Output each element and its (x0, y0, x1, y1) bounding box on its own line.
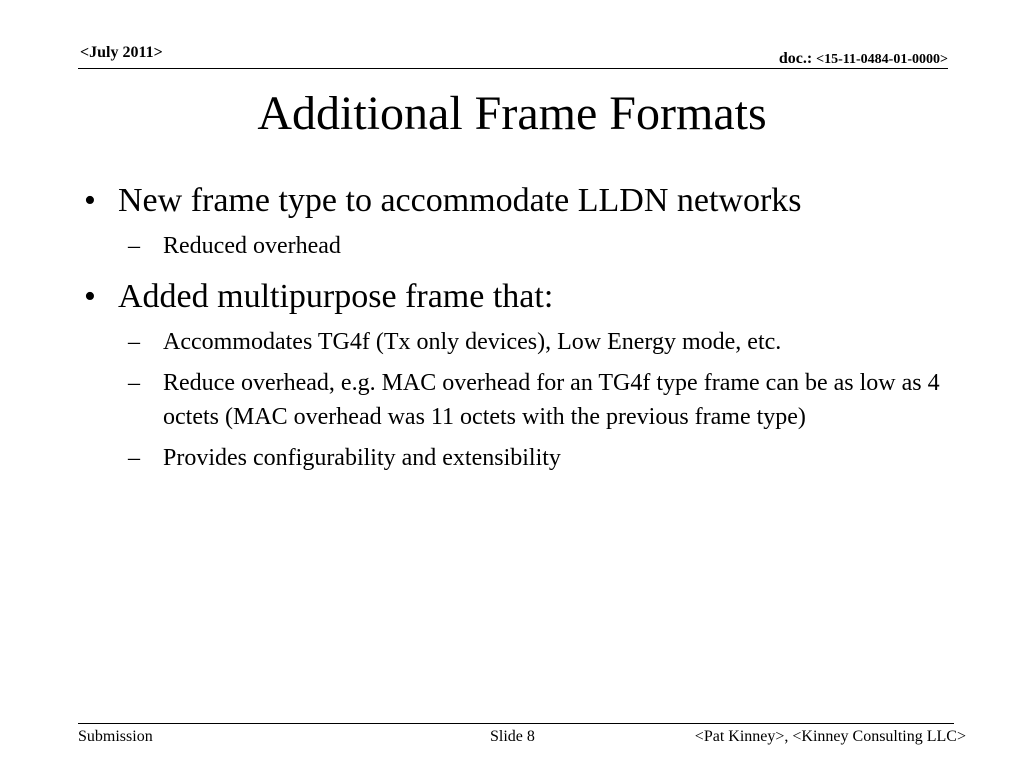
header-divider (78, 68, 948, 69)
footer-submission: Submission (78, 728, 153, 745)
sub-bullet-text: Provides configurability and extensibility (163, 445, 561, 471)
sub-bullet-marker: – (128, 329, 140, 355)
bullet-text: Added multipurpose frame that: (118, 278, 554, 315)
sub-bullet-marker: – (128, 445, 140, 471)
doc-number: <15-11-0484-01-0000> (816, 52, 948, 67)
sub-bullet-item (80, 325, 940, 359)
bullet-text: New frame type to accommodate LLDN networks (118, 182, 802, 219)
bullet-marker: • (84, 182, 96, 219)
footer-author: <Pat Kinney>, <Kinney Consulting LLC> (694, 728, 966, 745)
header-doc-id (779, 50, 948, 68)
sub-bullet-marker: – (128, 370, 140, 396)
footer-divider (78, 723, 954, 724)
doc-label: doc.: (778, 50, 817, 67)
footer-slide-number: Slide 8 (490, 728, 535, 745)
sub-bullet-text: Reduce overhead, e.g. MAC overhead for an TG4f type frame can be as low as 4 octets (MAC overhead was 11 octets with the previous frame type) (163, 370, 940, 430)
sub-bullet-item (80, 441, 940, 475)
slide-body (80, 180, 940, 482)
sub-bullet-text: Accommodates TG4f (Tx only devices), Low Energy mode, etc. (163, 329, 782, 355)
sub-bullet-marker: – (128, 233, 140, 259)
bullet-marker: • (84, 278, 96, 315)
bullet-item (80, 276, 940, 318)
sub-bullet-item (80, 366, 940, 434)
bullet-item (80, 180, 940, 222)
sub-bullet-item (80, 229, 940, 263)
header-date: <July 2011> (80, 44, 163, 61)
sub-bullet-text: Reduced overhead (163, 233, 341, 259)
slide-title: Additional Frame Formats (257, 87, 767, 140)
